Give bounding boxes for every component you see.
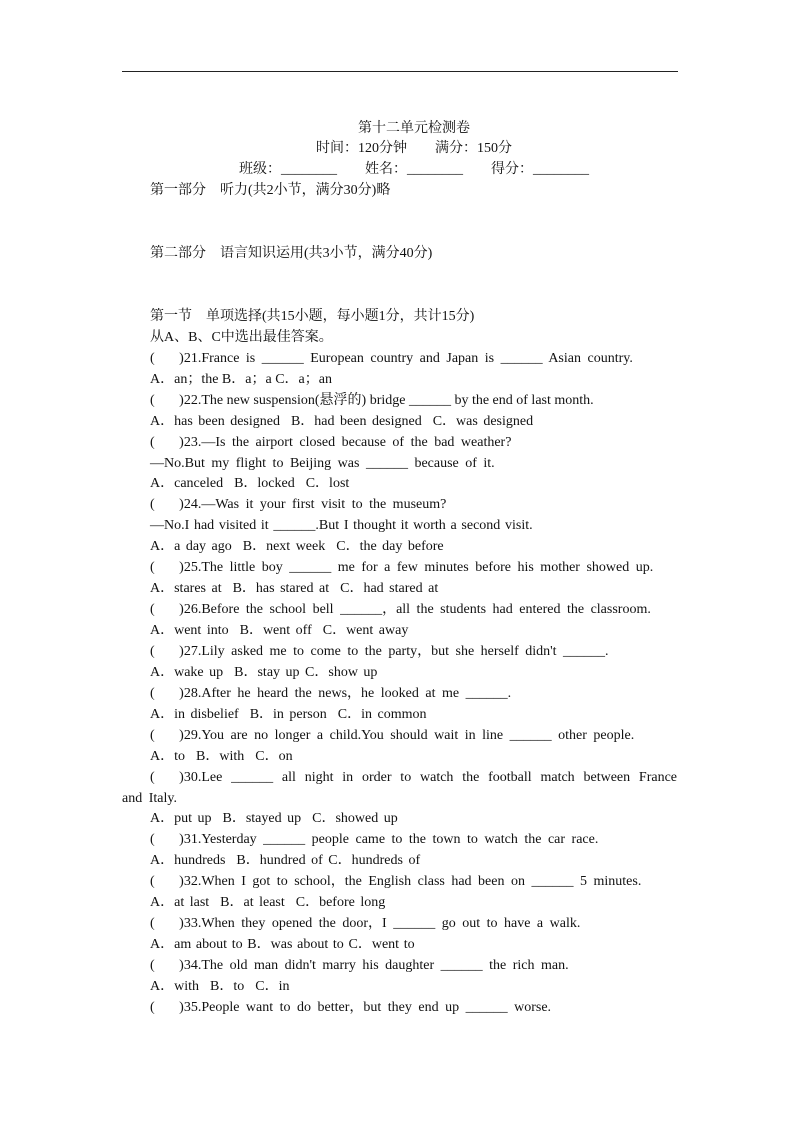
question-25 bbox=[122, 558, 678, 579]
answer-blank: ( ) bbox=[150, 685, 184, 701]
question-28-options: A．in disbelief B．in person C．in common bbox=[150, 706, 427, 722]
question-26-options: A．went into B．went off C．went away bbox=[150, 623, 409, 638]
answer-blank: ( ) bbox=[150, 958, 184, 973]
blank-line bbox=[122, 202, 678, 223]
question-30-options: A．put up B．stayed up C．showed up bbox=[150, 811, 398, 827]
blank-line bbox=[122, 286, 678, 307]
exam-paper bbox=[122, 119, 678, 1019]
exam-time-score-line bbox=[122, 139, 678, 160]
question-33 bbox=[122, 914, 678, 935]
question-25-options: A．stares at B．has stared at C．had stared at bbox=[150, 581, 439, 597]
answer-blank: ( ) bbox=[150, 727, 184, 743]
score-field: 得分：________ bbox=[491, 162, 589, 178]
question-34-stem: 34.The old man didn't marry his daughter ______ the rich man. bbox=[183, 958, 569, 973]
blank-line bbox=[122, 265, 678, 286]
answer-blank: ( ) bbox=[150, 392, 184, 408]
question-30-continuation: and Italy. bbox=[122, 790, 177, 806]
question-23-continuation: —No.But my flight to Beijing was ______ because of it. bbox=[150, 455, 495, 471]
blank-line bbox=[122, 223, 678, 244]
question-21 bbox=[122, 349, 678, 370]
question-28 bbox=[122, 684, 678, 705]
answer-blank: ( ) bbox=[150, 999, 184, 1015]
question-29-stem: 29.You are no longer a child.You should wait in line ______ other people. bbox=[183, 727, 635, 743]
section-one-heading: 第一节 单项选择(共15小题，每小题1分，共计15分) bbox=[150, 308, 475, 324]
question-35-stem: 35.People want to do better，but they end up ______ worse. bbox=[183, 999, 552, 1015]
question-31 bbox=[122, 830, 678, 851]
question-32 bbox=[122, 872, 678, 893]
question-21-stem: 21.France is ______ European country and Japan is ______ Asian country. bbox=[183, 350, 633, 366]
question-22-options: A．has been designed B．had been designed C．was designed bbox=[150, 413, 534, 429]
part-one-heading: 第一部分 听力(共2小节，满分30分)略 bbox=[150, 183, 391, 199]
part-two-heading: 第二部分 语言知识运用(共3小节，满分40分) bbox=[150, 246, 433, 262]
question-23-options: A．canceled B．locked C．lost bbox=[150, 476, 350, 492]
question-24-options: A．a day ago B．next week C．the day before bbox=[150, 539, 444, 555]
answer-blank: ( ) bbox=[150, 497, 184, 513]
question-33-options: A．am about to B．was about to C．went to bbox=[150, 937, 415, 953]
answer-blank: ( ) bbox=[150, 350, 184, 366]
class-field: 班级：________ bbox=[239, 162, 337, 178]
question-27-stem: 27.Lily asked me to come to the party，but she herself didn't ______. bbox=[183, 643, 609, 659]
question-24-continuation: —No.I had visited it ______.But I thought it worth a second visit. bbox=[150, 518, 533, 534]
question-26 bbox=[122, 600, 678, 621]
question-32-stem: 32.When I got to school，the English class had been on ______ 5 minutes. bbox=[183, 874, 642, 890]
answer-blank: ( ) bbox=[150, 769, 184, 785]
question-34-options: A．with B．to C．in bbox=[150, 978, 290, 994]
question-28-stem: 28.After he heard the news，he looked at me ______. bbox=[183, 685, 512, 701]
answer-blank: ( ) bbox=[150, 916, 184, 932]
question-25-stem: 25.The little boy ______ me for a few minutes before his mother showed up. bbox=[183, 560, 654, 576]
question-24 bbox=[122, 495, 678, 516]
question-35 bbox=[122, 998, 678, 1019]
question-23 bbox=[122, 433, 678, 454]
answer-blank: ( ) bbox=[150, 560, 184, 576]
top-rule bbox=[122, 71, 678, 72]
question-31-options: A．hundreds B．hundred of C．hundreds of bbox=[150, 853, 421, 869]
question-32-options: A．at last B．at least C．before long bbox=[150, 895, 386, 911]
exam-full-score: 满分：150分 bbox=[435, 141, 512, 157]
answer-blank: ( ) bbox=[150, 602, 184, 618]
question-29-options: A．to B．with C．on bbox=[150, 748, 293, 764]
question-31-stem: 31.Yesterday ______ people came to the town to watch the car race. bbox=[183, 832, 599, 848]
question-22-stem: 22.The new suspension(悬浮的) bridge ______ by the end of last month. bbox=[183, 392, 594, 408]
question-21-options: A．an；the B．a；a C．a；an bbox=[150, 371, 332, 387]
answer-blank: ( ) bbox=[150, 643, 184, 659]
question-34 bbox=[122, 956, 678, 977]
question-26-stem: 26.Before the school bell ______，all the students had entered the classroom. bbox=[183, 602, 651, 618]
answer-blank: ( ) bbox=[150, 434, 184, 450]
question-30-stem: 30.Lee ______ all night in order to watch the football match between France bbox=[183, 769, 678, 785]
answer-blank: ( ) bbox=[150, 832, 184, 848]
question-22 bbox=[122, 391, 678, 412]
exam-title: 第十二单元检测卷 bbox=[358, 120, 470, 136]
name-field: 姓名：________ bbox=[365, 162, 463, 178]
student-info-line bbox=[122, 160, 678, 181]
question-23-stem: 23.—Is the airport closed because of the bad weather? bbox=[183, 434, 512, 450]
question-33-stem: 33.When they opened the door，I ______ go out to have a walk. bbox=[183, 916, 581, 932]
question-30 bbox=[122, 768, 678, 789]
question-27-options: A．wake up B．stay up C．show up bbox=[150, 664, 378, 680]
question-24-stem: 24.—Was it your first visit to the museum? bbox=[183, 497, 447, 513]
question-29 bbox=[122, 726, 678, 747]
answer-blank: ( ) bbox=[150, 874, 184, 890]
exam-time: 时间：120分钟 bbox=[316, 141, 407, 157]
question-27 bbox=[122, 642, 678, 663]
section-one-instruction: 从A、B、C中选出最佳答案。 bbox=[150, 329, 333, 345]
